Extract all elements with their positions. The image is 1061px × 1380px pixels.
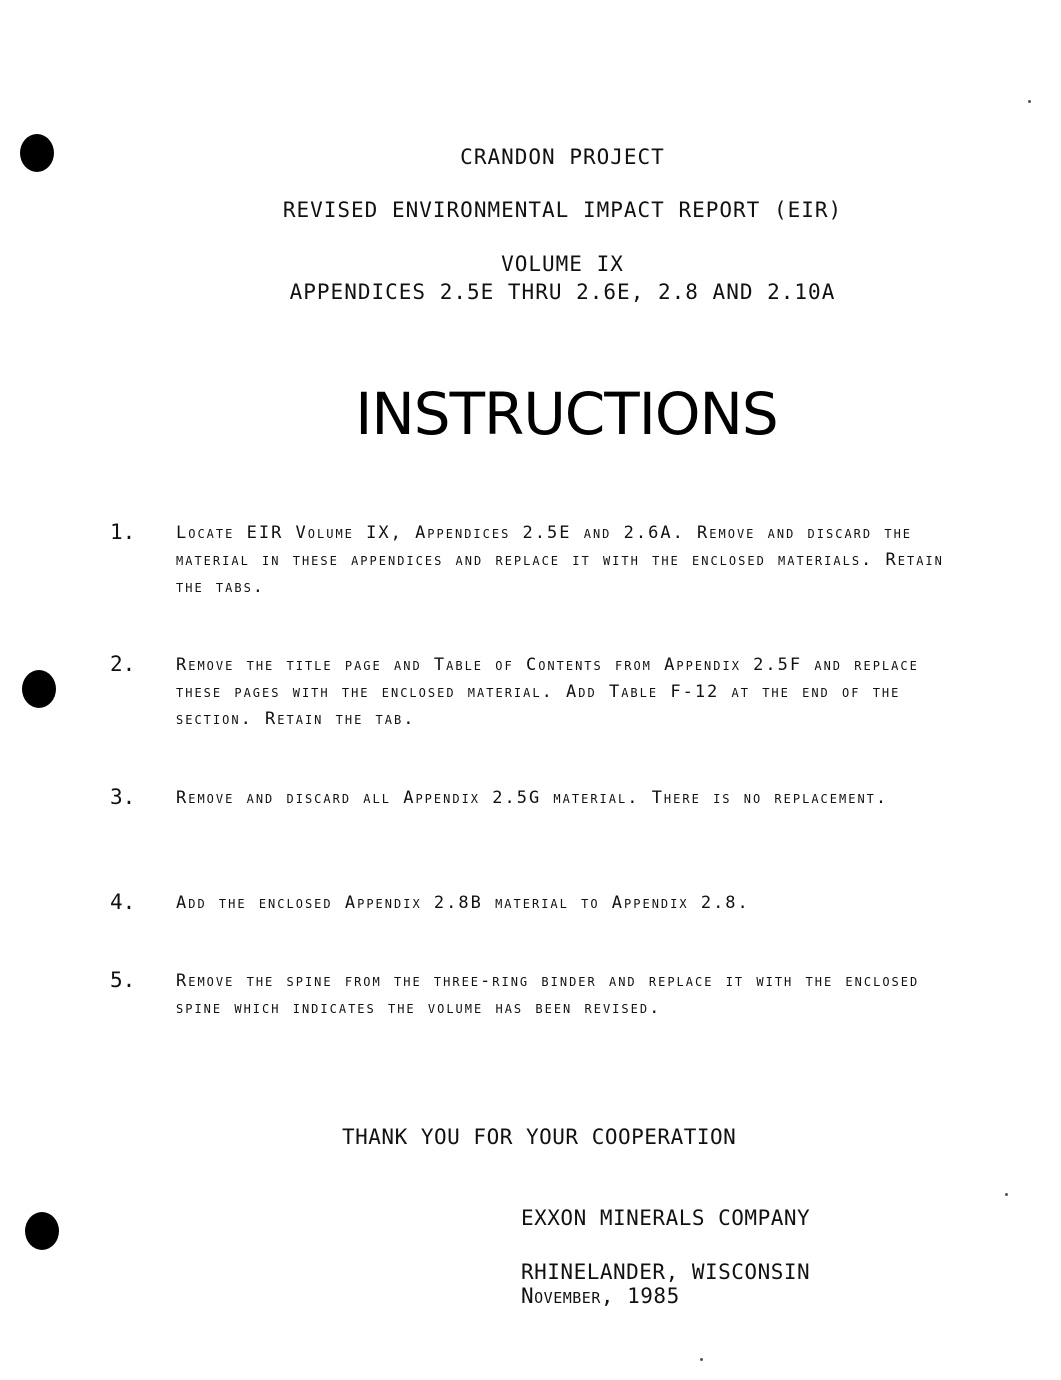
document-date: November, 1985 — [521, 1284, 680, 1308]
scan-speck — [1005, 1193, 1008, 1196]
appendices-label: APPENDICES 2.5E THRU 2.6E, 2.8 AND 2.10A — [289, 280, 836, 304]
instruction-text: Remove the title page and Table of Contents from Appendix 2.5F and replace these pages with the enclosed material. Add Table F-12 at the end of the section. Retain the tab. — [176, 655, 919, 729]
instruction-text: Add the enclosed Appendix 2.8B material to Appendix 2.8. — [176, 893, 750, 913]
scan-speck — [700, 1358, 703, 1361]
report-title: REVISED ENVIRONMENTAL IMPACT REPORT (EIR) — [282, 198, 843, 222]
binder-punch-hole — [25, 1212, 59, 1250]
instruction-number: 1. — [110, 520, 136, 544]
instruction-number: 5. — [110, 968, 136, 992]
company-name: EXXON MINERALS COMPANY — [521, 1206, 811, 1230]
binder-punch-hole — [22, 670, 56, 708]
page-title: INSTRUCTIONS — [355, 380, 778, 448]
volume-label: VOLUME IX — [501, 252, 624, 276]
closing-line: THANK YOU FOR YOUR COOPERATION — [342, 1125, 737, 1149]
instruction-number: 4. — [110, 890, 136, 914]
instruction-number: 2. — [110, 652, 136, 676]
company-location: RHINELANDER, WISCONSIN — [521, 1260, 811, 1284]
instruction-text: Remove and discard all Appendix 2.5G material. There is no replacement. — [176, 788, 889, 808]
instruction-text: Remove the spine from the three-ring binder and replace it with the enclosed spine which indicates the volume has been revised. — [176, 971, 920, 1018]
instruction-number: 3. — [110, 785, 136, 809]
instruction-text: Locate EIR Volume IX, Appendices 2.5E and 2.6A. Remove and discard the material in these appendices and replace it with the enclosed materials. Retain the tabs. — [176, 523, 944, 597]
scan-speck — [1028, 100, 1031, 103]
project-name: CRANDON PROJECT — [460, 145, 665, 169]
